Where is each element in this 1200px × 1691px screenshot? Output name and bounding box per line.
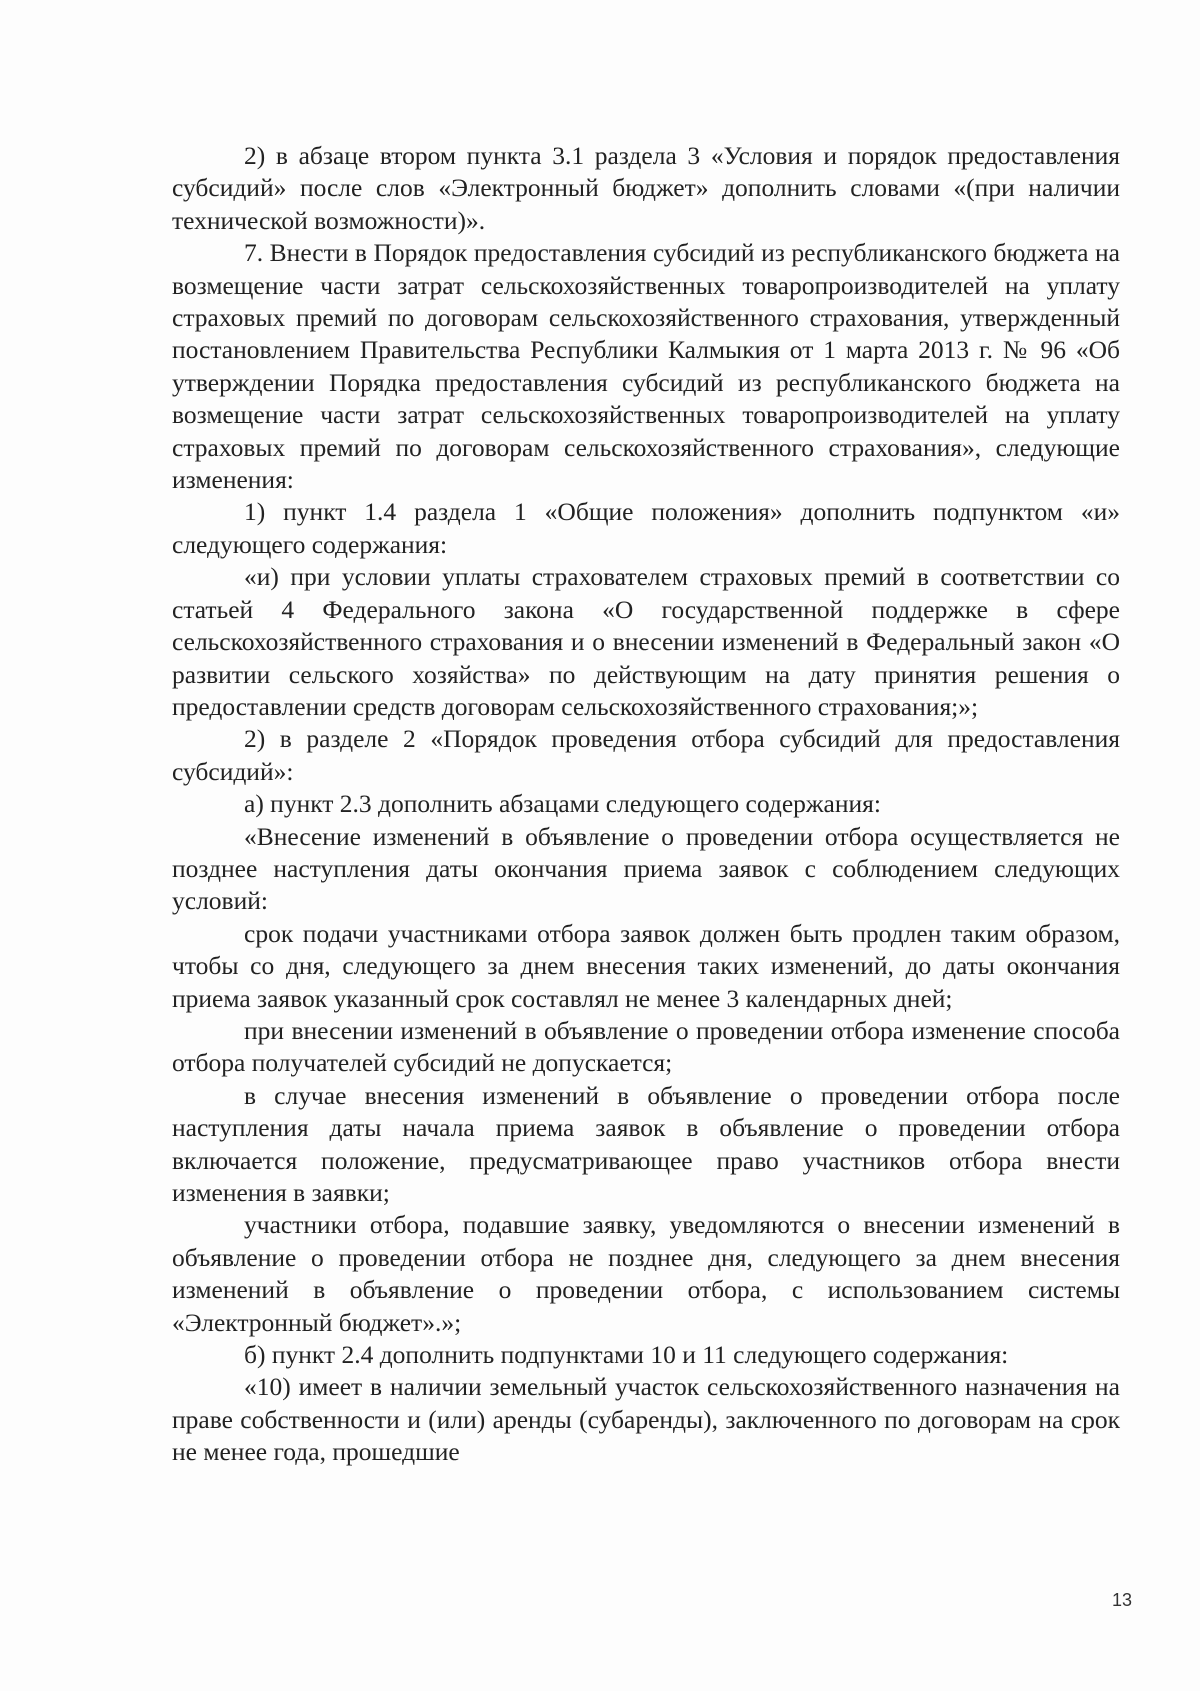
paragraph-selection-method: при внесении изменений в объявление о проведении отбора изменение способа отбора получателей субсидий не допускается;	[172, 1015, 1120, 1078]
document-body	[172, 140, 1120, 1469]
paragraph-amendments-announcement: «Внесение изменений в объявление о проведении отбора осуществляется не позднее наступления даты окончания приема заявок с соблюдением следующих условий:	[172, 821, 1120, 916]
page-number: 13	[1111, 1590, 1132, 1610]
paragraph-item-2-selection-procedure: 2) в разделе 2 «Порядок проведения отбора субсидий для предоставления субсидий»:	[172, 724, 1120, 786]
paragraph-item-1-general-provisions: 1) пункт 1.4 раздела 1 «Общие положения» дополнить подпунктом «и» следующего содержания:	[172, 497, 1120, 559]
paragraph-application-changes: в случае внесения изменений в объявление о проведении отбора после наступления даты начала приема заявок в объявление о проведении отбора включается положение, предусматривающее право участников отбора внести изменения в заявки;	[172, 1080, 1120, 1207]
paragraph-subitem-i: «и) при условии уплаты страхователем страховых премий в соответствии со статьей 4 Федерального закона «О государственной поддержке в сфере сельскохозяйственного страхования и о внесении изменений в Федеральный закон «О развитии сельского хозяйства» по действующим на дату принятия решения о предоставлении средств договорам сельскохозяйственного страхования;»;	[172, 562, 1120, 721]
paragraph-subitem-a: а) пункт 2.3 дополнить абзацами следующего содержания:	[244, 789, 881, 819]
paragraph-deadline-extension: срок подачи участниками отбора заявок должен быть продлен таким образом, чтобы со дня, следующего за днем внесения таких изменений, до даты окончания приема заявок указанный срок составлял не менее 3 календарных дней;	[172, 918, 1120, 1013]
paragraph-item-2-subsidy-conditions: 2) в абзаце втором пункта 3.1 раздела 3 «Условия и порядок предоставления субсидий» после слов «Электронный бюджет» дополнить словами «(при наличии технической возможности)».	[172, 141, 1120, 235]
paragraph-subitem-b: б) пункт 2.4 дополнить подпунктами 10 и 11 следующего содержания:	[244, 1340, 1009, 1370]
paragraph-section-7: 7. Внести в Порядок предоставления субсидий из республиканского бюджета на возмещение части затрат сельскохозяйственных товаропроизводителей на уплату страховых премий по договорам сельскохозяйственного страхования, утвержденный постановлением Правительства Республики Калмыкия от 1 марта 2013 г. № 96 «Об утверждении Порядка предоставления субсидий из республиканского бюджета на возмещение части затрат сельскохозяйственных товаропроизводителей на уплату страховых премий по договорам сельскохозяйственного страхования», следующие изменения:	[172, 238, 1120, 495]
paragraph-subitem-10: «10) имеет в наличии земельный участок сельскохозяйственного назначения на праве собственности и (или) аренды (субаренды), заключенного по договорам на срок не менее года, прошедшие	[172, 1372, 1120, 1467]
paragraph-participant-notification: участники отбора, подавшие заявку, уведомляются о внесении изменений в объявление о проведении отбора не позднее дня, следующего за днем внесения изменений в объявление о проведении отбора, с использованием системы «Электронный бюджет».»;	[172, 1210, 1120, 1337]
